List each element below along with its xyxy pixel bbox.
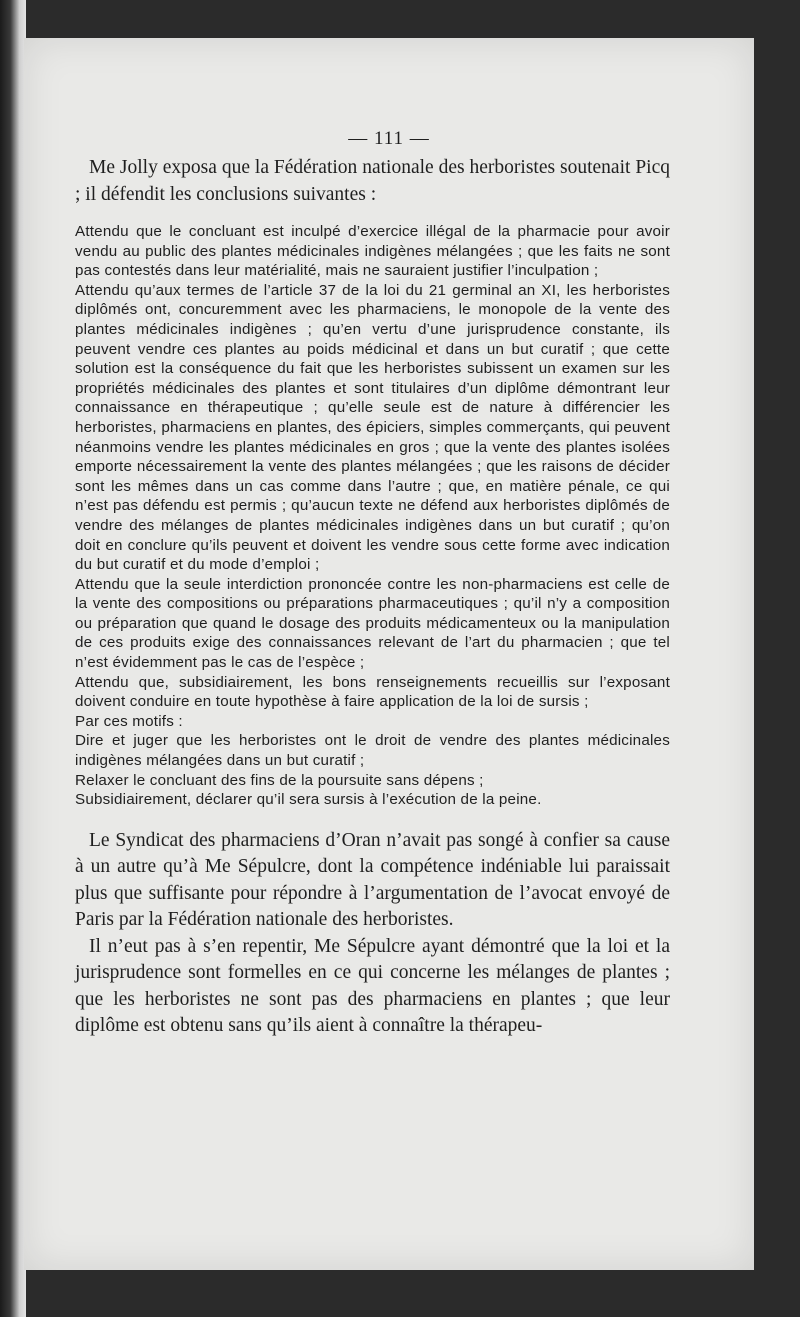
conclusion-paragraph: Attendu que la seule interdiction prononcée contre les non-pharmaciens est celle de la vente des compositions ou préparations pharmaceutiques ; qu’il n’y a composition ou préparation que quand le dosage des produits médicamenteux ou la manipulation de ces produits exige des connaissances relevant de l’art du pharmacien ; que tel n’est évidemment pas le cas de l’espèce ;	[75, 575, 670, 672]
conclusion-paragraph: Attendu qu’aux termes de l’article 37 de la loi du 21 germinal an XI, les herboristes diplômés ont, concuremment avec les pharmaciens, le monopole de la vente des plantes médicinales indigènes ; qu’en vertu d’une jurisprudence constante, ils peuvent vendre ces plantes au poids médicinal et dans un but curatif ; que cette solution est la conséquence du fait que les herboristes subissent un examen sur les propriétés médicinales des plantes et sont titulaires d’un diplôme démontrant leur connaissance en thérapeutique ; qu’elle seule est de nature à différencier les herboristes, pharmaciens en plantes, des épiciers, simples commerçants, qui peuvent néanmoins vendre les plantes médicinales en gros ; que la vente des plantes isolées emporte nécessairement la vente des plantes mélangées ; que les raisons de décider sont les mêmes dans un cas comme dans l’autre ; que, en matière pénale, ce qui n’est pas défendu est permis ; qu’aucun texte ne défend aux herboristes diplômés de vendre des mélanges de plantes médicinales indigènes dans un but curatif ; qu’on doit en conclure qu’ils peuvent et doivent les vendre sous cette forme avec indication du but curatif et du mode d’emploi ;	[75, 281, 670, 574]
page-number: — 111 —	[348, 128, 430, 149]
conclusion-paragraph: Par ces motifs :	[75, 712, 183, 730]
conclusion-paragraph: Subsidiairement, déclarer qu’il sera sursis à l’exécution de la peine.	[75, 791, 542, 809]
book-spine-edge	[0, 0, 26, 1317]
conclusion-paragraph: Attendu que, subsidiairement, les bons renseignements recueillis sur l’exposant doivent conduire en toute hypothèse à faire application de la loi de sursis ;	[75, 673, 670, 711]
conclusion-paragraph: Dire et juger que les herboristes ont le droit de vendre des plantes médicinales indigènes mélangées dans un but curatif ;	[75, 732, 670, 770]
conclusion-paragraph: Relaxer le concluant des fins de la poursuite sans dépens ;	[75, 771, 484, 789]
book-page	[24, 38, 754, 1270]
lead-paragraph: Me Jolly exposa que la Fédération nationale des herboristes soutenait Picq ; il défendit les conclusions suivantes :	[75, 157, 670, 205]
page-content	[75, 155, 670, 1040]
body-paragraph: Le Syndicat des pharmaciens d’Oran n’avait pas songé à confier sa cause à un autre qu’à Me Sépulcre, dont la compétence indéniable lui paraissait plus que suffisante pour répondre à l’argumentation de l’avocat envoyé de Paris par la Fédération nationale des herboristes.	[75, 829, 670, 931]
body-paragraph: Il n’eut pas à s’en repentir, Me Sépulcre ayant démontré que la loi et la jurisprudence sont formelles en ce qui concerne les mélanges de plantes ; que les herboristes ne sont pas des pharmaciens en plantes ; que leur diplôme est obtenu sans qu’ils aient à connaître la thérapeu-	[75, 935, 670, 1037]
conclusions-block	[75, 222, 670, 810]
conclusion-paragraph: Attendu que le concluant est inculpé d’exercice illégal de la pharmacie pour avoir vendu au public des plantes médicinales indigènes mélangées ; que les faits ne sont pas contestés dans leur matérialité, mais ne sauraient justifier l’inculpation ;	[75, 223, 670, 280]
following-text	[75, 828, 670, 1040]
